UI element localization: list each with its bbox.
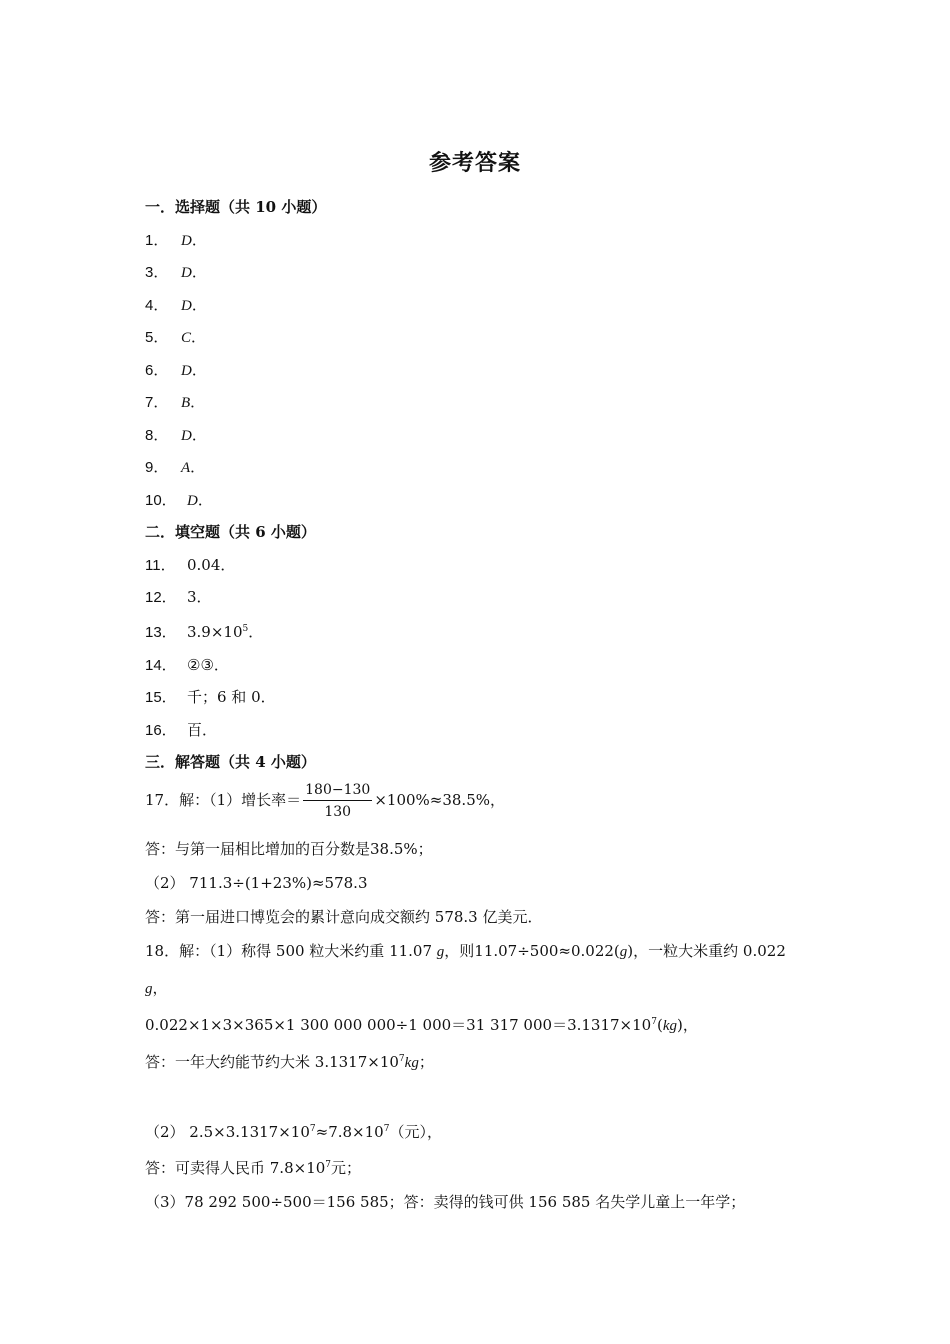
answer-letter: C [181,330,192,346]
choice-answer-4: 4． D． [145,296,207,314]
section-heading-choice: 一．选择题（共 10 小题） [145,198,327,216]
choice-answer-5: 5． C． [145,328,207,346]
question-number: 3． [145,264,169,281]
answer-text: 百． [187,721,218,739]
question-number: 15． [145,689,177,706]
question-number: 4． [145,297,169,314]
fill-answer-13: 13． $3.9\times 10^5$． [145,623,264,641]
fraction-numerator: 180−130 [303,782,372,801]
question-number: 5． [145,329,169,346]
question-number: 16． [145,722,177,739]
q18-line-6: 答：可卖得人民币 $7.8\times 10^7$元； [145,1159,362,1177]
choice-answer-7: 7． B． [145,393,206,411]
fill-answer-14 [145,654,229,675]
q18-line-4: 答：一年大约能节约大米 $3.1317\times 10^7kg$； [145,1053,434,1071]
answer-letter: D [181,363,192,379]
fill-answer-16 [145,719,217,740]
answer-letter: D [181,298,192,314]
question-number: 9． [145,459,169,476]
exponent: 7 [383,1124,390,1134]
choice-answer-1: 1． D． [145,231,207,249]
fraction-denominator: 130 [324,804,352,820]
fill-answer-15 [145,686,276,707]
answer-letter: D [181,428,192,444]
section-heading-fill: 二．填空题（共 6 小题） [145,523,316,541]
fill-answer-12 [145,586,212,607]
question-number: 1． [145,232,169,249]
q18-line-5: （2） $2.5\times 3.1317\times 10^7\approx 7.8\times 10^7$（元）， [145,1123,442,1141]
exponent: 7 [398,1054,405,1064]
q18-line-3: 0.022×1×3×365×1 300 000 000÷1 000＝31 317 $000=3.1317\times 10^7(kg)$， [145,1016,698,1034]
question-number: 13． [145,624,177,641]
q18-line-7: （3）78 292 500÷500＝156 585；答：卖得的钱可供 156 585 名失学儿童上一年学； [145,1193,746,1211]
choice-answer-3: 3． D． [145,263,207,281]
question-number: 11． [145,557,176,574]
answer-letter: D [187,493,198,509]
exponent: 7 [309,1124,316,1134]
page-title: 参考答案 [428,150,521,176]
question-number: 6． [145,362,169,379]
exponent: 7 [325,1160,332,1170]
question-number: 10． [145,492,177,509]
choice-answer-6: 6． D． [145,361,207,379]
answer-text: 0.04． [187,556,236,574]
q17-line-2: 答：与第一届相比增加的百分数是38.5%； [145,840,433,858]
answer-letter: D [181,265,192,281]
answer-text: 千；6 和 0． [187,688,276,706]
question-number: 7． [145,394,169,411]
growth-fraction [303,782,372,820]
q17-line-3: （2） 711.3÷(1+23%)≈578.3 [145,874,368,892]
exponent: 7 [651,1017,657,1027]
q17-line-4: 答：第一届进口博览会的累计意向成交额约 578.3 亿美元． [145,908,543,926]
choice-answer-9: 9． A． [145,458,206,476]
exponent: 5 [242,624,249,634]
question-number: 8． [145,427,169,444]
answer-letter: B [181,395,191,411]
section-heading-solve: 三．解答题（共 4 小题） [145,753,316,771]
answer-text: 3.9×10 [187,623,243,641]
fill-answer-11 [145,554,235,575]
question-number: 12． [145,589,177,606]
q18-line-2: g， [145,979,168,997]
answer-letter: A [181,460,191,476]
q17-line-1: 17．解：（1）增长率＝ $\frac{180-130}{130}$ ×100%≈38.5%， [145,782,505,820]
choice-answer-10: 10． D． [145,491,213,509]
q18-line-1: 18．解：（1）称得 500 粒大米约重 11.07 g，则11.07÷500≈0.022(g)，一粒大米重约 0.022 [145,942,786,960]
answer-text: ②③． [187,656,229,674]
answer-text: 3． [187,588,212,606]
choice-answer-8: 8． D． [145,426,207,444]
answer-letter: D [181,233,192,249]
question-number: 14． [145,657,177,674]
